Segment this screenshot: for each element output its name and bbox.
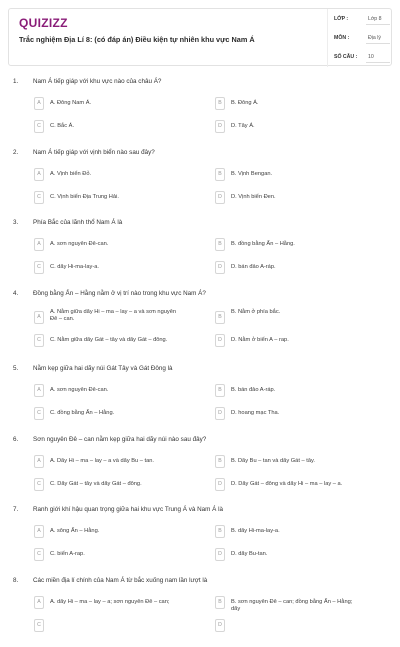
answer-option-b[interactable] [215,168,363,181]
question-text: Phía Bắc của lãnh thổ Nam Á là [33,219,123,226]
option-letter-badge: B [215,311,225,324]
option-text: D. hoang mạc Tha. [231,410,280,416]
option-text: B. Đông Á. [231,100,259,106]
option-text: C. dãy Hi-ma-lay-a. [50,264,99,270]
question-number: 7. [13,506,19,513]
answer-option-d[interactable] [215,191,363,204]
option-letter-badge: A [34,596,44,609]
answer-option-c[interactable] [34,261,182,274]
option-letter-badge: B [215,455,225,468]
question-number: 4. [13,290,19,297]
option-letter-badge: C [34,191,44,204]
option-letter-badge: B [215,525,225,538]
answer-option-a[interactable] [34,455,182,468]
option-text: C. Nằm giữa dãy Gát – tây và dãy Gát – đông. [50,337,168,343]
meta-divider [366,43,390,44]
option-text: D. dãy Bu-tan. [231,551,268,557]
meta-value: Lớp 8 [368,16,382,22]
question-number: 3. [13,219,19,226]
option-letter-badge: D [215,478,225,491]
meta-value: Địa lý [368,35,381,41]
option-text: A. dãy Hi – ma – lay – a; sơn nguyên Đê – can; [50,599,170,605]
answer-option-a[interactable] [34,97,182,110]
option-text: B. đồng bằng Ấn – Hằng. [231,241,295,247]
option-letter-badge: D [215,191,225,204]
option-text: C. đồng bằng Ấn – Hằng. [50,410,115,416]
option-text: A. sông Ấn – Hằng. [50,528,100,534]
answer-option-c[interactable] [34,334,182,347]
option-letter-badge: D [215,120,225,133]
option-text: B. Vịnh Bengan. [231,171,273,177]
answer-option-b[interactable] [215,596,363,612]
question-number: 5. [13,365,19,372]
option-text: A. Nằm giữa dãy Hi – ma – lay – a và sơn nguyên Đê – can. [50,309,177,322]
question-number: 2. [13,149,19,156]
option-text: D. Tây Á. [231,123,255,129]
answer-option-d[interactable] [215,548,363,561]
option-letter-badge: A [34,384,44,397]
answer-option-a[interactable] [34,596,182,609]
question-text: Nằm kẹp giữa hai dãy núi Gát Tây và Gát Đông là [33,365,173,372]
answer-option-d[interactable] [215,120,363,133]
answer-option-b[interactable] [215,525,363,538]
option-letter-badge: C [34,120,44,133]
question-item [0,365,400,435]
option-letter-badge: D [215,261,225,274]
question-item [0,436,400,506]
answer-option-a[interactable] [34,384,182,397]
question-text: Các miền địa lí chính của Nam Á từ bắc xuống nam lần lượt là [33,577,208,584]
option-letter-badge: D [215,548,225,561]
answer-option-c[interactable] [34,548,182,561]
meta-label: MÔN : [334,35,350,41]
answer-option-c[interactable] [34,120,182,133]
answer-option-d[interactable] [215,619,363,632]
answer-option-a[interactable] [34,525,182,538]
answer-option-c[interactable] [34,619,182,632]
answer-option-d[interactable] [215,478,363,491]
option-letter-badge: A [34,97,44,110]
question-number: 8. [13,577,19,584]
answer-option-b[interactable] [215,455,363,468]
option-text: C. Dãy Gát – tây và dãy Gát – đông. [50,481,142,487]
option-letter-badge: C [34,261,44,274]
answer-option-d[interactable] [215,261,363,274]
meta-subject [328,28,394,47]
option-text: B. Nằm ở phía bắc. [231,309,281,315]
option-letter-badge: A [34,238,44,251]
option-text: A. sơn nguyên Đê-can. [50,241,109,247]
question-item [0,149,400,219]
question-text: Đồng bằng Ấn – Hằng nằm ở vị trí nào trong khu vực Nam Á? [33,290,206,297]
answer-option-b[interactable] [215,238,363,251]
worksheet-header [8,8,392,66]
answer-option-a[interactable] [34,309,182,327]
option-text: C. Vịnh biển Địa Trung Hải. [50,194,119,200]
meta-value: 10 [368,54,374,60]
answer-option-b[interactable] [215,384,363,397]
meta-question-count [328,47,394,66]
answer-option-d[interactable] [215,334,363,347]
quizizz-logo: QUIZIZZ [19,16,68,30]
option-text: C. Bắc Á. [50,123,75,129]
option-letter-badge: B [215,238,225,251]
option-text: B. dãy Hi-ma-lay-a. [231,528,280,534]
question-text: Nam Á tiếp giáp với vịnh biển nào sau đây? [33,149,155,156]
option-letter-badge: C [34,334,44,347]
option-letter-badge: B [215,384,225,397]
option-letter-badge: A [34,311,44,324]
question-text: Ranh giới khí hậu quan trọng giữa hai khu vực Trung Á và Nam Á là [33,506,224,513]
option-text: D. Vịnh biển Đen. [231,194,276,200]
option-text: B. bán đảo A-ráp. [231,387,276,393]
option-letter-badge: A [34,168,44,181]
answer-option-c[interactable] [34,191,182,204]
question-item [0,577,400,647]
option-letter-badge: C [34,407,44,420]
option-letter-badge: D [215,619,225,632]
answer-option-b[interactable] [215,309,363,327]
option-letter-badge: D [215,334,225,347]
answer-option-c[interactable] [34,407,182,420]
answer-option-d[interactable] [215,407,363,420]
meta-divider [366,24,390,25]
question-item [0,506,400,576]
option-text: B. sơn nguyên Đê – can; đồng bằng Ấn – Hằng; dãy [231,599,353,612]
question-item [0,219,400,289]
option-text: D. Nằm ở biển A – rap. [231,337,289,343]
question-item [0,290,400,360]
answer-option-a[interactable] [34,238,182,251]
option-letter-badge: B [215,596,225,609]
question-text: Nam Á tiếp giáp với khu vực nào của châu Á? [33,78,162,85]
option-letter-badge: A [34,525,44,538]
option-text: A. sơn nguyên Đê-can. [50,387,109,393]
option-text: A. Dãy Hi – ma – lay – a và dãy Bu – tan. [50,458,155,464]
meta-label: SỐ CÂU : [334,54,358,60]
answer-option-a[interactable] [34,168,182,181]
option-text: A. Vịnh biển Đỏ. [50,171,92,177]
option-letter-badge: B [215,97,225,110]
question-number: 1. [13,78,19,85]
meta-divider [366,62,390,63]
meta-panel [327,9,393,67]
meta-grade [328,9,394,28]
answer-option-c[interactable] [34,478,182,491]
option-letter-badge: C [34,478,44,491]
option-text: D. bán đảo A-ráp. [231,264,276,270]
option-text: C. biển A-rap. [50,551,85,557]
worksheet-title: Trắc nghiệm Địa Lí 8: (có đáp án) Điều kiện tự nhiên khu vực Nam Á [19,35,255,44]
question-item [0,78,400,148]
option-letter-badge: B [215,168,225,181]
answer-option-b[interactable] [215,97,363,110]
option-letter-badge: D [215,407,225,420]
question-text: Sơn nguyên Đê – can nằm kẹp giữa hai dãy núi nào sau đây? [33,436,207,443]
option-letter-badge: C [34,548,44,561]
option-letter-badge: C [34,619,44,632]
question-number: 6. [13,436,19,443]
option-text: A. Đông Nam Á. [50,100,92,106]
option-text: B. Dãy Bu – tan và dãy Gát – tây. [231,458,315,464]
meta-label: LỚP : [334,16,349,22]
option-text: D. Dãy Gát – đông và dãy Hi – ma – lay – a. [231,481,343,487]
option-letter-badge: A [34,455,44,468]
